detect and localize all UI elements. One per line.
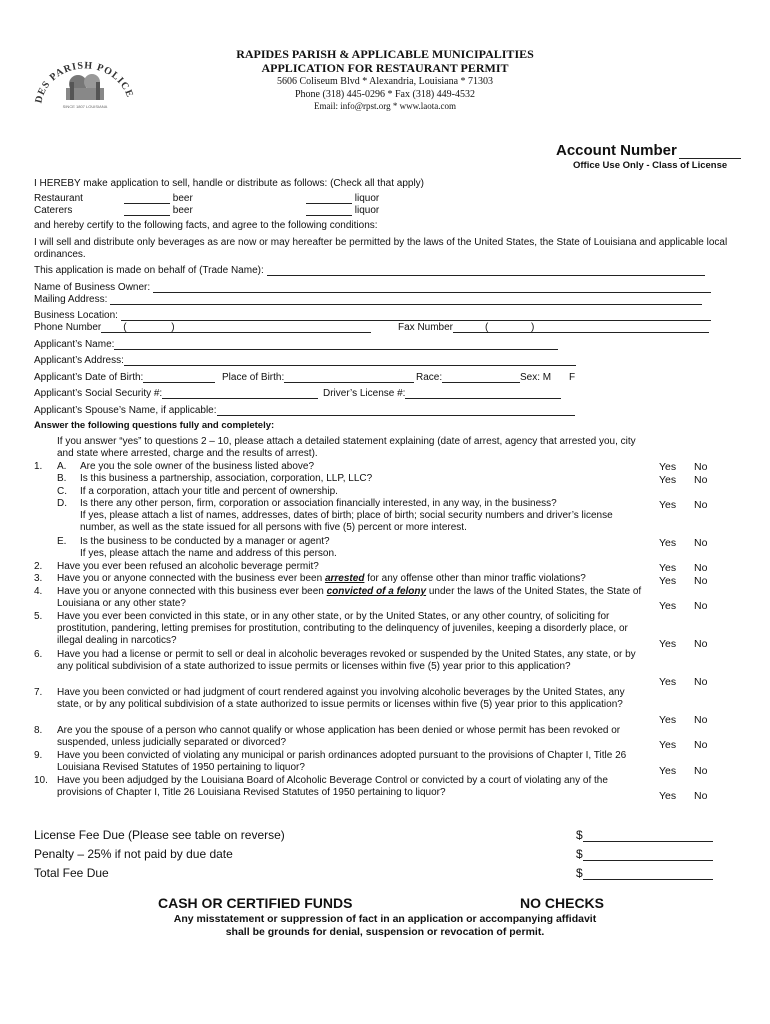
q5-no[interactable]: No: [694, 638, 708, 650]
q1a-no[interactable]: No: [694, 461, 708, 473]
question-6-number: 6.: [34, 649, 43, 660]
q1e-no[interactable]: No: [694, 537, 708, 549]
q8-yes[interactable]: Yes: [659, 739, 677, 751]
no-checks-notice: NO CHECKS: [520, 895, 605, 911]
phone-number-field[interactable]: Phone Number ( ): [34, 322, 371, 333]
question-6: Have you had a license or permit to sell or deal in alcoholic beverages revoked or suspended by the United States, any state, or by any political subdivision of a state authorized to issue permits or licenses within five (5) year prior to this application?: [57, 649, 636, 673]
applicant-address-field[interactable]: Applicant’s Address:: [34, 355, 576, 366]
question-2-number: 2.: [34, 561, 43, 572]
applicant-name-field[interactable]: Applicant’s Name:: [34, 339, 558, 350]
spouse-name-field[interactable]: Applicant’s Spouse’s Name, if applicable:: [34, 405, 575, 416]
penalty-field[interactable]: $: [576, 847, 713, 861]
question-8-number: 8.: [34, 725, 43, 736]
cash-certified-notice: CASH OR CERTIFIED FUNDS: [158, 895, 353, 911]
will-sell-statement: I will sell and distribute only beverages as are now or may hereafter be permitted by the laws of the United States, the State of Louisiana and applicable local ordinances.: [34, 237, 728, 260]
q1e-yes[interactable]: Yes: [659, 537, 677, 549]
question-10-number: 10.: [34, 775, 48, 786]
caterers-beer-option[interactable]: beer: [124, 205, 193, 216]
restaurant-label: Restaurant: [34, 193, 83, 204]
q1b-yes[interactable]: Yes: [659, 474, 677, 486]
question-2: Have you ever been refused an alcoholic beverage permit?: [57, 561, 319, 572]
drivers-license-field[interactable]: Driver’s License #:: [323, 388, 561, 399]
question-9-number: 9.: [34, 750, 43, 761]
header-title-2: APPLICATION FOR RESTAURANT PERMIT: [261, 61, 509, 75]
date-of-birth-field[interactable]: Applicant’s Date of Birth:: [34, 372, 215, 383]
q6-no[interactable]: No: [694, 676, 708, 688]
question-8: Are you the spouse of a person who cannot qualify or whose application has been denied or whose permit has been revoked or suspended, unless judicially separated or divorced?: [57, 725, 621, 749]
question-10: Have you been adjudged by the Louisiana Board of Alcoholic Beverage Control or convicted by a court of violating any of the provisions of Chapter I, Title 26 Louisiana Revised Statutes of 1950 pertaining to liquor?: [57, 775, 608, 799]
race-field[interactable]: Race:: [416, 372, 520, 383]
header-title-1: RAPIDES PARISH & APPLICABLE MUNICIPALITIES: [236, 47, 534, 61]
header-email: Email: info@rpst.org * www.laota.com: [313, 101, 456, 111]
svg-text:RAPIDES PARISH POLICE JURY: DES PARISH POLICE: [33, 60, 136, 105]
question-3-number: 3.: [34, 573, 43, 584]
q9-yes[interactable]: Yes: [659, 765, 677, 777]
total-fee-label: Total Fee Due: [34, 866, 109, 880]
question-5: Have you ever been convicted in this state, or in any other state, or by the United States, or any other country, of soliciting for prostitution, pandering, letting premises for prostitution, contributing to the delinquency of juveniles, keeping a disorderly place, or illegal dealing in narcotics?: [57, 611, 628, 647]
business-location-field[interactable]: Business Location:: [34, 310, 711, 321]
mailing-address-field[interactable]: Mailing Address:: [34, 294, 702, 305]
license-fee-field[interactable]: $: [576, 828, 713, 842]
questions-heading: Answer the following questions fully and completely:: [34, 420, 275, 431]
question-1b-letter: B.: [57, 473, 67, 484]
question-1e-detail: If yes, please attach the name and address of this person.: [80, 548, 337, 559]
account-number-label: Account Number: [556, 142, 741, 159]
svg-text:SINCE 1807 LOUISIANA: SINCE 1807 LOUISIANA: [62, 104, 108, 109]
question-1d-detail: If yes, please attach a list of names, addresses, dates of birth; place of birth; social security numbers and driver’s license number, as well as the state issued for all persons with five (5) percent or more interest.: [80, 510, 613, 534]
q1a-yes[interactable]: Yes: [659, 461, 677, 473]
question-1c: If a corporation, attach your title and percent of ownership.: [80, 486, 338, 497]
caterers-label: Caterers: [34, 205, 73, 216]
q6-yes[interactable]: Yes: [659, 676, 677, 688]
question-9: Have you been convicted of violating any municipal or parish ordinances adopted pursuant to the provisions of Chapter I, Title 26 Louisiana Revised Statutes of 1950 pertaining to liquor?: [57, 750, 627, 774]
header-phone: Phone (318) 445-0296 * Fax (318) 449-4532: [295, 89, 475, 100]
office-use-label: Office Use Only - Class of License: [573, 160, 728, 171]
question-1d-letter: D.: [57, 498, 67, 509]
question-1-number: 1.: [34, 461, 43, 472]
sex-f-option[interactable]: F: [569, 372, 576, 383]
q9-no[interactable]: No: [694, 765, 708, 777]
q3-no[interactable]: No: [694, 575, 708, 587]
certify-statement: and hereby certify to the following facts, and agree to the following conditions:: [34, 220, 378, 231]
q8-no[interactable]: No: [694, 739, 708, 751]
q1d-yes[interactable]: Yes: [659, 499, 677, 511]
q7-yes[interactable]: Yes: [659, 714, 677, 726]
license-fee-label: License Fee Due (Please see table on reverse): [34, 828, 285, 842]
account-number-line[interactable]: [679, 144, 741, 159]
question-4: Have you or anyone connected with this business ever been convicted of a felony under the laws of the United States, the State of Louisiana or any other state?: [57, 586, 642, 610]
q1d-no[interactable]: No: [694, 499, 708, 511]
question-1e: Is the business to be conducted by a manager or agent?: [80, 536, 330, 547]
fax-number-field[interactable]: Fax Number ( ): [398, 322, 709, 333]
trade-name-field[interactable]: This application is made on behalf of (Trade Name):: [34, 265, 705, 276]
misstatement-warning-line2: shall be grounds for denial, suspension or revocation of permit.: [225, 926, 545, 938]
q4-yes[interactable]: Yes: [659, 600, 677, 612]
question-7: Have you been convicted or had judgment of court rendered against you involving alcoholic beverages by the United States, any state, or by any political subdivision of a state authorized to issue permits or licenses within five (5) year prior to this application?: [57, 687, 625, 711]
caterers-liquor-option[interactable]: liquor: [306, 205, 379, 216]
question-3: Have you or anyone connected with the business ever been arrested for any offense other than minor traffic violations?: [57, 573, 586, 584]
q4-no[interactable]: No: [694, 600, 708, 612]
place-of-birth-field[interactable]: Place of Birth:: [222, 372, 414, 383]
header-address: 5606 Coliseum Blvd * Alexandria, Louisiana * 71303: [276, 76, 494, 87]
q7-no[interactable]: No: [694, 714, 708, 726]
misstatement-warning-line1: Any misstatement or suppression of fact in an application or accompanying affidavit: [173, 913, 597, 925]
sex-m-option[interactable]: Sex: M: [520, 372, 552, 383]
q1b-no[interactable]: No: [694, 474, 708, 486]
q2-yes[interactable]: Yes: [659, 562, 677, 574]
restaurant-liquor-option[interactable]: liquor: [306, 193, 379, 204]
question-1d: Is there any other person, firm, corporation or association financially interested, in any way, in the business?: [80, 498, 557, 509]
total-fee-field[interactable]: $: [576, 866, 713, 880]
q10-yes[interactable]: Yes: [659, 790, 677, 802]
questions-note: If you answer “yes” to questions 2 – 10, please attach a detailed statement explaining (date of arrest, agency that arrested you, city and state where arrested, charge and the results of arrest).: [57, 436, 636, 460]
hereby-statement: I HEREBY make application to sell, handle or distribute as follows: (Check all that apply): [34, 178, 425, 189]
ssn-field[interactable]: Applicant’s Social Security #:: [34, 388, 318, 399]
restaurant-beer-option[interactable]: beer: [124, 193, 193, 204]
question-5-number: 5.: [34, 611, 43, 622]
q5-yes[interactable]: Yes: [659, 638, 677, 650]
question-1c-letter: C.: [57, 486, 67, 497]
question-1b: Is this business a partnership, association, corporation, LLP, LLC?: [80, 473, 373, 484]
q10-no[interactable]: No: [694, 790, 708, 802]
question-7-number: 7.: [34, 687, 43, 698]
business-owner-field[interactable]: Name of Business Owner:: [34, 282, 711, 293]
q2-no[interactable]: No: [694, 562, 708, 574]
question-1a: Are you the sole owner of the business listed above?: [80, 461, 315, 472]
q3-yes[interactable]: Yes: [659, 575, 677, 587]
penalty-label: Penalty – 25% if not paid by due date: [34, 847, 233, 861]
question-4-number: 4.: [34, 586, 43, 597]
question-1e-letter: E.: [57, 536, 67, 547]
question-1a-letter: A.: [57, 461, 67, 472]
